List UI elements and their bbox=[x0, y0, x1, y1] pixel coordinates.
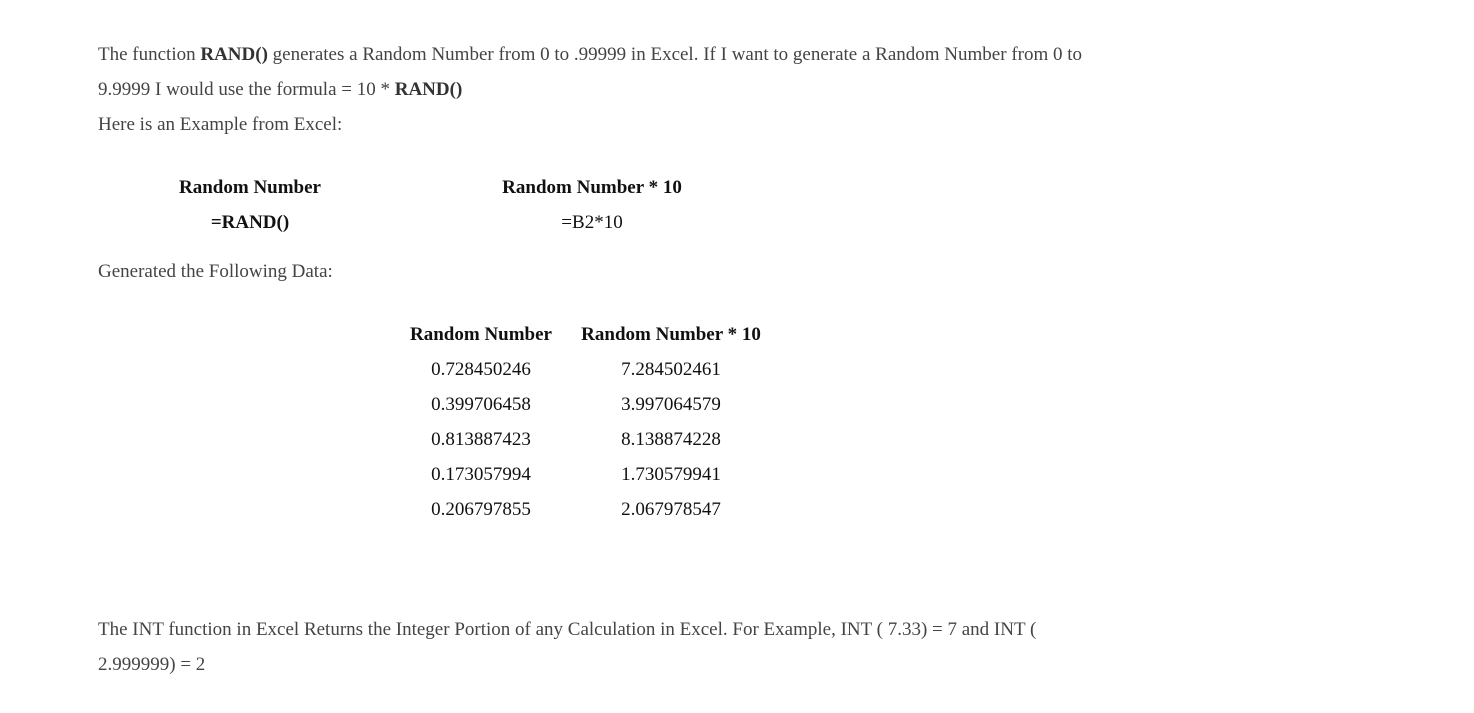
generated-label: Generated the Following Data: bbox=[98, 261, 333, 282]
formula-2: =B2*10 bbox=[561, 212, 623, 233]
int-line-1: The INT function in Excel Returns the Integer Portion of any Calculation in Excel. For Example, INT ( 7.33) = 7 and INT ( bbox=[98, 619, 1037, 640]
formula-header-1: Random Number bbox=[179, 177, 321, 198]
rand-function: RAND() bbox=[200, 44, 268, 65]
intro-line-3: Here is an Example from Excel: bbox=[98, 114, 343, 135]
table-cell: 2.067978547 bbox=[621, 499, 721, 520]
table-cell: 1.730579941 bbox=[621, 464, 721, 485]
formula-header-2: Random Number * 10 bbox=[502, 177, 682, 198]
table-cell: 3.997064579 bbox=[621, 394, 721, 415]
intro-line-1 bbox=[98, 43, 1082, 67]
intro-line-2 bbox=[98, 78, 462, 102]
text: The function bbox=[98, 44, 201, 65]
text: 9.9999 I would use the formula = 10 * bbox=[98, 79, 395, 100]
table-cell: 0.173057994 bbox=[431, 464, 531, 485]
table-cell: 0.399706458 bbox=[431, 394, 531, 415]
table-cell: 0.813887423 bbox=[431, 429, 531, 450]
int-line-2: 2.999999) = 2 bbox=[98, 654, 206, 675]
formula-1: =RAND() bbox=[210, 212, 290, 233]
table-cell: 0.206797855 bbox=[431, 499, 531, 520]
data-header-2: Random Number * 10 bbox=[581, 324, 761, 345]
rand-function: RAND() bbox=[394, 79, 463, 100]
table-cell: 7.284502461 bbox=[621, 359, 721, 380]
table-cell: 0.728450246 bbox=[431, 359, 531, 380]
table-cell: 8.138874228 bbox=[621, 429, 721, 450]
data-header-1: Random Number bbox=[410, 324, 552, 345]
text: generates a Random Number from 0 to .99999 in Excel. If I want to generate a Random Number from 0 to bbox=[267, 44, 1083, 65]
